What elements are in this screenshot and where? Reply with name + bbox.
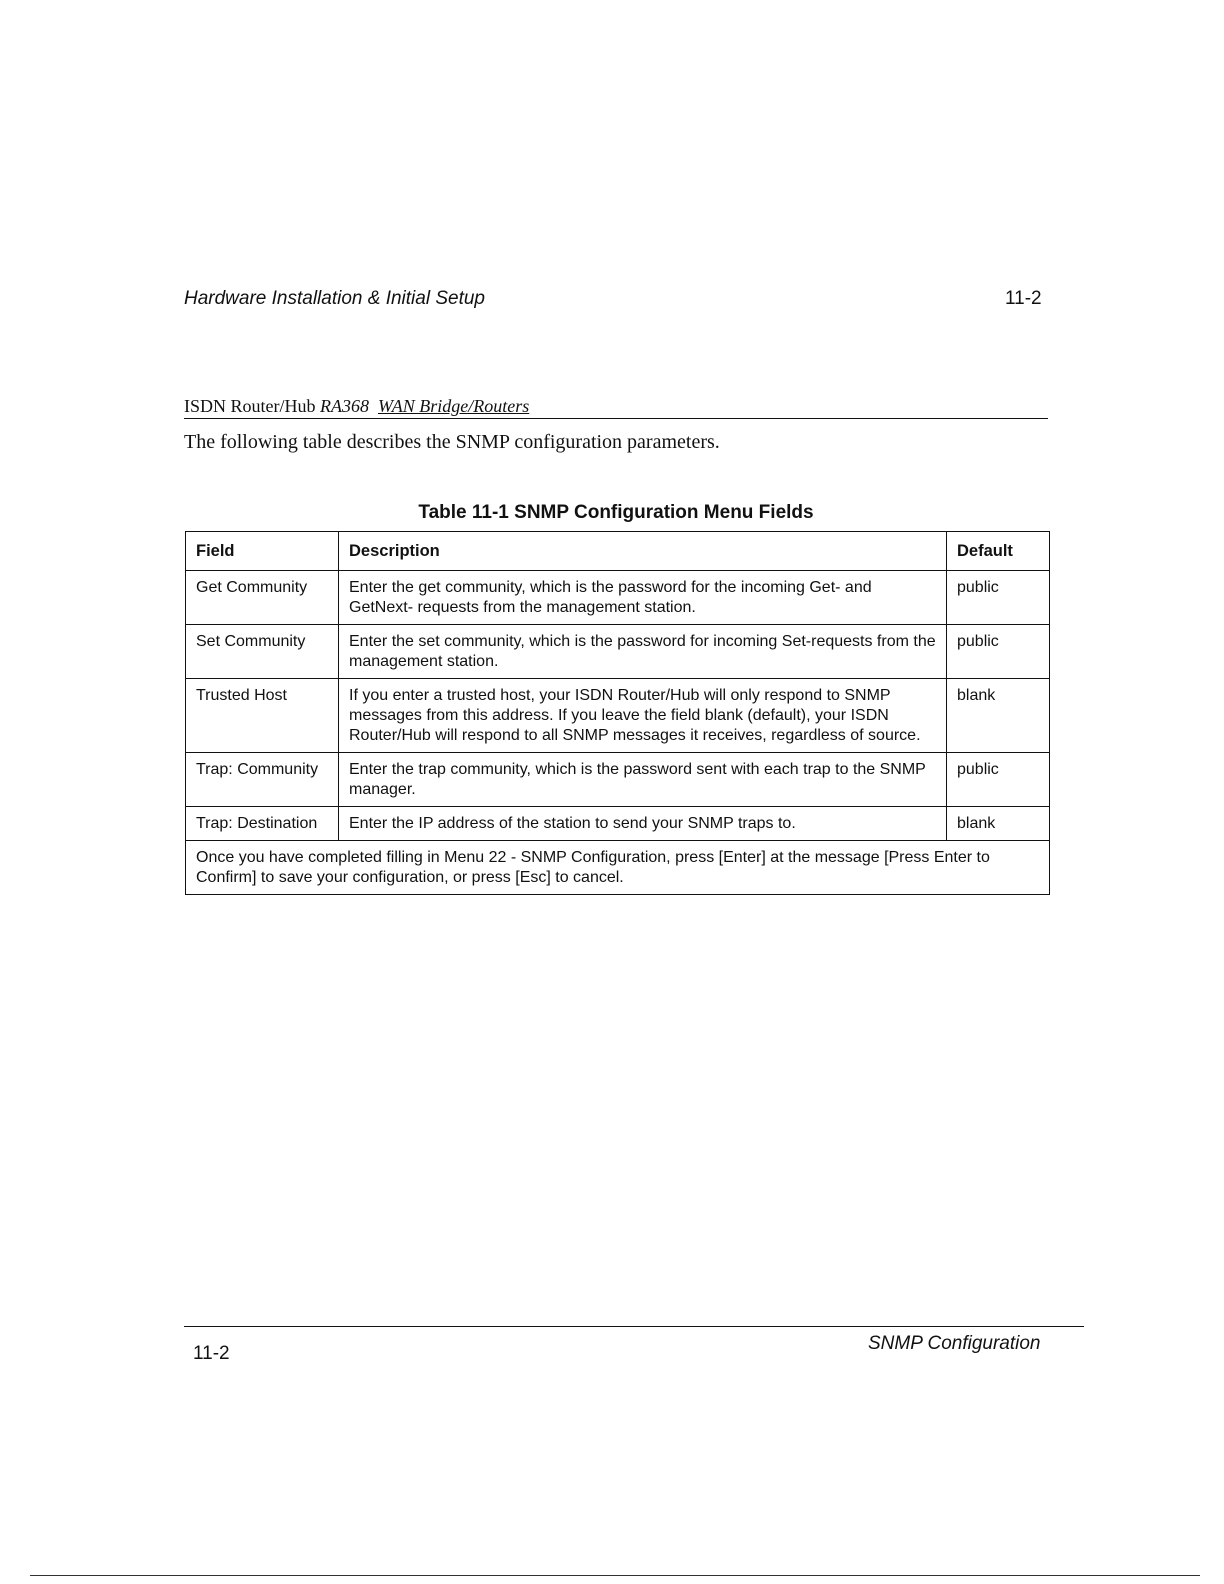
cell-description: Enter the trap community, which is the password sent with each trap to the SNMP manager.: [339, 753, 947, 807]
cell-field: Trusted Host: [186, 679, 339, 753]
footer-page-number: 11-2: [193, 1343, 230, 1364]
cell-field: Trap: Community: [186, 753, 339, 807]
table-row: [186, 807, 1050, 841]
table-header-row: [186, 532, 1050, 571]
cell-default: public: [947, 571, 1050, 625]
running-header-title: Hardware Installation & Initial Setup: [184, 288, 485, 309]
intro-paragraph: The following table describes the SNMP configuration parameters.: [184, 431, 720, 453]
cell-default: public: [947, 753, 1050, 807]
cell-description: If you enter a trusted host, your ISDN Router/Hub will only respond to SNMP messages from this address. If you leave the field blank (default), your ISDN Router/Hub will respond to all SNMP messages it receives, regardless of source.: [339, 679, 947, 753]
product-line-model: RA368: [320, 396, 369, 416]
cell-description: Enter the set community, which is the password for incoming Set-requests from the management station.: [339, 625, 947, 679]
column-header-default: Default: [947, 532, 1050, 571]
footer-chapter-title: SNMP Configuration: [868, 1333, 1041, 1354]
table-caption: Table 11-1 SNMP Configuration Menu Fields: [418, 502, 814, 523]
cell-description: Enter the IP address of the station to send your SNMP traps to.: [339, 807, 947, 841]
product-line: [184, 396, 1048, 419]
scan-edge-line: [30, 1575, 1200, 1576]
table-note-row: [186, 841, 1050, 895]
table-row: [186, 571, 1050, 625]
cell-field: Trap: Destination: [186, 807, 339, 841]
cell-default: blank: [947, 807, 1050, 841]
table-row: [186, 679, 1050, 753]
cell-default: blank: [947, 679, 1050, 753]
cell-field: Get Community: [186, 571, 339, 625]
snmp-fields-table: [185, 531, 1050, 895]
table-row: [186, 625, 1050, 679]
product-line-suffix: WAN Bridge/Routers: [378, 396, 530, 416]
table-note: Once you have completed filling in Menu 22 - SNMP Configuration, press [Enter] at the message [Press Enter to Confirm] to save your configuration, or press [Esc] to cancel.: [186, 841, 1050, 895]
cell-description: Enter the get community, which is the password for the incoming Get- and GetNext- requests from the management station.: [339, 571, 947, 625]
cell-field: Set Community: [186, 625, 339, 679]
running-header-page-number: 11-2: [1005, 288, 1042, 309]
cell-default: public: [947, 625, 1050, 679]
table-row: [186, 753, 1050, 807]
product-line-prefix: ISDN Router/Hub: [184, 396, 320, 416]
column-header-field: Field: [186, 532, 339, 571]
footer-rule: [184, 1326, 1084, 1327]
column-header-description: Description: [339, 532, 947, 571]
